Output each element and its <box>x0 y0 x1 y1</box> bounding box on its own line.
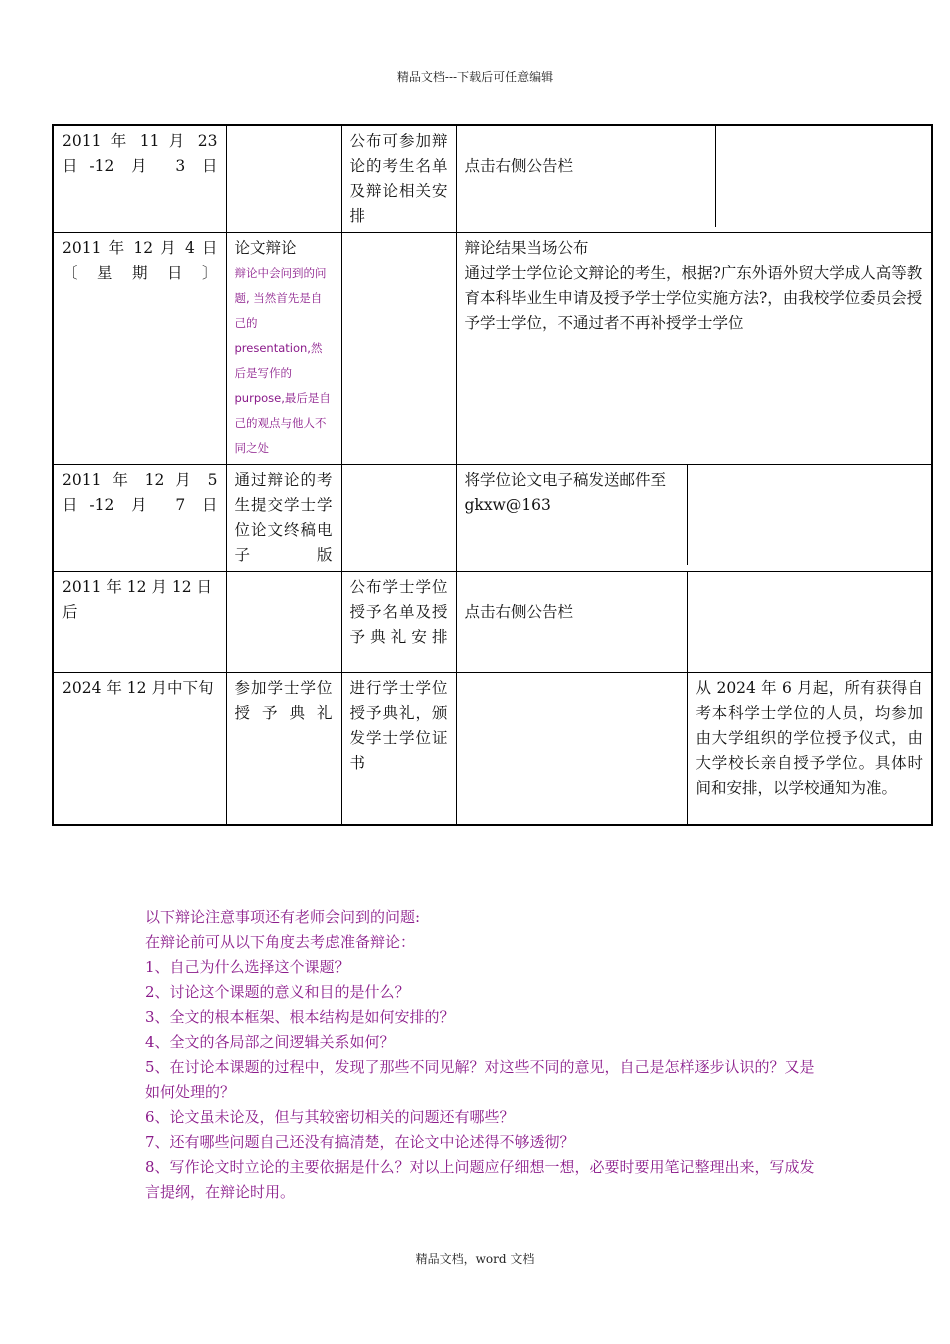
table-row <box>53 233 932 465</box>
list-item: 8、写作论文时立论的主要依据是什么？对以上问题应仔细想一想，必要时要用笔记整理出来，写成发言提纲，在辩论时用。 <box>145 1158 815 1201</box>
list-item: 5、在讨论本课题的过程中，发现了那些不同见解？对这些不同的意见，自己是怎样逐步认识的？又是如何处理的？ <box>145 1058 815 1101</box>
table-row <box>53 572 932 673</box>
event-label: 论文辩论 <box>234 239 297 257</box>
info-cell: 点击右侧公告栏 <box>456 572 932 673</box>
action-cell: 公布可参加辩论的考生名单及辩论相关安排 <box>341 125 456 233</box>
list-item: 1、自己为什么选择这个课题？ <box>145 958 350 976</box>
info-cell: 辩论结果当场公布 通过学士学位论文辩论的考生，根据?广东外语外贸大学成人高等教育本科毕业生申请及授予学士学位实施方法?，由我校学位委员会授予学士学位，不通过者不再补授学士学位 <box>456 233 932 465</box>
page-footer: 精品文档，word 文档 <box>415 1252 535 1266</box>
table-row <box>53 125 932 233</box>
action-cell <box>341 465 456 572</box>
event-cell <box>226 125 341 233</box>
date-cell: 2011 年 12 月 12 日后 <box>53 572 226 673</box>
event-cell <box>226 233 341 465</box>
event-cell <box>226 572 341 673</box>
date-cell: 2011 年 12 月 5 日-12 月 7 日 <box>53 465 226 572</box>
info-cell <box>456 673 932 826</box>
debate-note: 辩论中会问到的问题, 当然首先是自己的presentation,然后是写作的purpose,最后是自己的观点与他人不同之处 <box>234 266 331 455</box>
date-cell: 2011 年 11 月 23 日-12 月 3 日 <box>53 125 226 233</box>
action-cell <box>341 233 456 465</box>
list-item: 7、还有哪些问题自己还没有搞清楚，在论文中论述得不够透彻？ <box>145 1133 575 1151</box>
list-item: 6、论文虽未论及，但与其较密切相关的问题还有哪些？ <box>145 1108 515 1126</box>
schedule-table <box>52 124 933 826</box>
table-row <box>53 673 932 826</box>
date-cell: 2024 年 12 月中下旬 <box>53 673 226 826</box>
remark-cell <box>687 465 932 565</box>
date-cell: 2011 年 12 月 4 日〔星期日〕 <box>53 233 226 465</box>
remark-cell <box>687 572 932 672</box>
list-item: 4、全文的各局部之间逻辑关系如何？ <box>145 1033 395 1051</box>
event-cell: 参加学士学位授予典礼 <box>226 673 341 826</box>
action-cell: 进行学士学位授予典礼，颁发学士学位证书 <box>341 673 456 826</box>
remark-cell <box>715 126 932 227</box>
notes-intro: 以下辩论注意事项还有老师会问到的问题: <box>145 908 421 926</box>
list-item: 3、全文的根本框架、根本结构是如何安排的？ <box>145 1008 455 1026</box>
info-cell: 将学位论文电子稿发送邮件至 gkxw@163 <box>456 465 932 572</box>
debate-notes <box>145 905 815 1205</box>
action-cell: 公布学士学位授予名单及授予典礼安排 <box>341 572 456 673</box>
list-item: 2、讨论这个课题的意义和目的是什么？ <box>145 983 410 1001</box>
table-row <box>53 465 932 572</box>
notes-intro: 在辩论前可从以下角度去考虑准备辩论： <box>145 933 416 951</box>
event-cell: 通过辩论的考生提交学士学位论文终稿电子版 <box>226 465 341 572</box>
remark-cell: 从 2024 年 6 月起，所有获得自考本科学士学位的人员，均参加由大学组织的学位授予仪式，由大学校长亲自授予学位。具体时间和安排，以学校通知为准。 <box>687 673 932 824</box>
page-header: 精品文档---下载后可任意编辑 <box>396 70 554 84</box>
info-cell: 点击右侧公告栏 <box>456 125 932 233</box>
